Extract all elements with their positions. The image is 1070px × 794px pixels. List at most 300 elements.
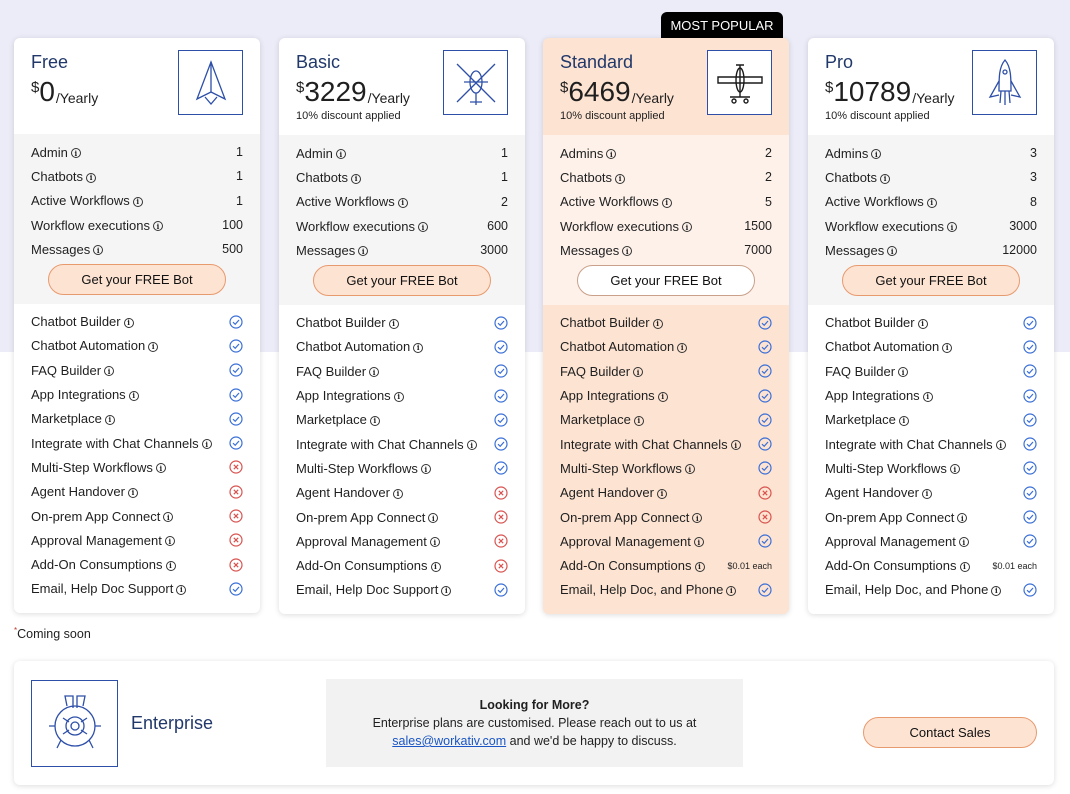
quota-row xyxy=(31,237,243,261)
feature-row xyxy=(825,310,1037,334)
info-icon[interactable]: i xyxy=(692,513,702,523)
feature-row xyxy=(296,383,508,407)
price-currency: $ xyxy=(560,79,569,96)
info-icon[interactable]: i xyxy=(871,149,881,159)
info-icon[interactable]: i xyxy=(166,561,176,571)
feature-label: On-prem App Connect xyxy=(825,509,955,525)
info-icon[interactable]: i xyxy=(622,246,632,256)
feature-row xyxy=(560,408,772,432)
quota-row xyxy=(825,165,1037,189)
price-period: /Yearly xyxy=(367,90,410,106)
plan-header xyxy=(808,38,1054,123)
info-icon[interactable]: i xyxy=(148,342,158,352)
info-icon[interactable]: i xyxy=(351,174,361,184)
feature-row xyxy=(31,552,243,576)
feature-label: Agent Handover xyxy=(560,485,654,501)
info-icon[interactable]: i xyxy=(898,367,908,377)
feature-row xyxy=(296,456,508,480)
info-icon[interactable]: i xyxy=(389,319,399,329)
feature-row xyxy=(560,505,772,529)
price-currency: $ xyxy=(825,79,834,96)
info-icon[interactable]: i xyxy=(336,149,346,159)
quota-value: 1 xyxy=(236,169,243,184)
quota-value: 2 xyxy=(765,146,772,161)
quota-value: 1 xyxy=(236,145,243,160)
quota-value: 3 xyxy=(1030,146,1037,161)
quota-value: 3000 xyxy=(1009,219,1037,234)
price-period: /Yearly xyxy=(631,90,674,106)
feature-label: FAQ Builder xyxy=(31,362,102,378)
feature-row xyxy=(825,408,1037,432)
quota-row xyxy=(31,189,243,213)
feature-label: Multi-Step Workflows xyxy=(560,460,682,476)
check-icon xyxy=(1023,534,1037,548)
quota-row xyxy=(31,213,243,237)
feature-label: Integrate with Chat Channels xyxy=(296,436,464,452)
feature-label: Email, Help Doc Support xyxy=(296,582,439,598)
check-icon xyxy=(1023,340,1037,354)
feature-label: Chatbot Automation xyxy=(825,339,940,355)
info-icon[interactable]: i xyxy=(133,197,143,207)
plan-card-pro xyxy=(808,38,1054,614)
feature-label: Approval Management xyxy=(825,533,956,549)
quota-row xyxy=(560,214,772,238)
info-icon[interactable]: i xyxy=(662,198,672,208)
plan-features xyxy=(543,305,789,614)
feature-row xyxy=(560,383,772,407)
check-icon xyxy=(1023,364,1037,378)
plan-features xyxy=(279,305,525,614)
feature-row xyxy=(31,431,243,455)
cross-icon xyxy=(494,510,508,524)
enterprise-description-suffix: and we'd be happy to discuss. xyxy=(506,734,677,748)
price-amount: 3229 xyxy=(304,76,367,107)
helicopter-icon xyxy=(443,50,508,115)
plan-features xyxy=(14,304,260,613)
info-icon[interactable]: i xyxy=(441,586,451,596)
quota-value: 1 xyxy=(236,193,243,208)
cross-icon xyxy=(494,534,508,548)
plan-card-free xyxy=(14,38,260,613)
feature-label: Agent Handover xyxy=(825,485,919,501)
spaceship-icon xyxy=(31,680,118,767)
feature-row xyxy=(825,481,1037,505)
feature-row xyxy=(560,481,772,505)
feature-row xyxy=(31,382,243,406)
info-icon[interactable]: i xyxy=(71,148,81,158)
info-icon[interactable]: i xyxy=(922,489,932,499)
check-icon xyxy=(229,315,243,329)
info-icon[interactable]: i xyxy=(358,246,368,256)
info-icon[interactable]: i xyxy=(421,464,431,474)
info-icon[interactable]: i xyxy=(657,489,667,499)
quota-label: Chatbots xyxy=(825,169,878,185)
feature-label: Chatbot Automation xyxy=(560,339,675,355)
feature-label: Email, Help Doc, and Phone xyxy=(825,582,989,598)
info-icon[interactable]: i xyxy=(105,415,115,425)
feature-label: FAQ Builder xyxy=(825,363,896,379)
quota-row xyxy=(825,214,1037,238)
quota-row xyxy=(296,238,508,262)
info-icon[interactable]: i xyxy=(685,464,695,474)
info-icon[interactable]: i xyxy=(682,222,692,232)
quota-value: 7000 xyxy=(744,243,772,258)
check-icon xyxy=(1023,389,1037,403)
quota-row xyxy=(296,214,508,238)
feature-label: Integrate with Chat Channels xyxy=(825,436,993,452)
feature-row xyxy=(560,432,772,456)
check-icon xyxy=(758,583,772,597)
quota-value: 600 xyxy=(487,219,508,234)
info-icon[interactable]: i xyxy=(726,586,736,596)
feature-row xyxy=(31,309,243,333)
info-icon[interactable]: i xyxy=(153,221,163,231)
feature-label: Chatbot Automation xyxy=(31,338,146,354)
enterprise-heading: Looking for More? xyxy=(479,698,590,712)
info-icon[interactable]: i xyxy=(370,416,380,426)
check-icon xyxy=(758,413,772,427)
check-icon xyxy=(229,436,243,450)
info-icon[interactable]: i xyxy=(394,392,404,402)
feature-label: Chatbot Builder xyxy=(296,315,386,331)
info-icon[interactable]: i xyxy=(398,198,408,208)
plan-name: Basic xyxy=(296,52,341,72)
feature-label: Multi-Step Workflows xyxy=(296,460,418,476)
info-icon[interactable]: i xyxy=(128,488,138,498)
feature-label: Add-On Consumptions xyxy=(296,558,428,574)
info-icon[interactable]: i xyxy=(677,343,687,353)
info-icon[interactable]: i xyxy=(950,464,960,474)
feature-label: Approval Management xyxy=(560,533,691,549)
info-icon[interactable]: i xyxy=(923,392,933,402)
quota-label: Chatbots xyxy=(296,169,349,185)
enterprise-info-box xyxy=(326,679,743,767)
cross-icon xyxy=(494,559,508,573)
plan-quotas xyxy=(808,135,1054,305)
feature-label: App Integrations xyxy=(296,388,391,404)
feature-label: Integrate with Chat Channels xyxy=(560,436,728,452)
feature-label: Add-On Consumptions xyxy=(31,557,163,573)
check-icon xyxy=(1023,316,1037,330)
feature-row xyxy=(31,480,243,504)
plan-header xyxy=(14,38,260,123)
price-amount: 6469 xyxy=(568,76,631,107)
check-icon xyxy=(494,389,508,403)
feature-label: Chatbot Automation xyxy=(296,339,411,355)
quota-row xyxy=(560,165,772,189)
feature-row xyxy=(296,335,508,359)
quota-label: Active Workflows xyxy=(560,194,659,210)
contact-sales-button[interactable]: Contact Sales xyxy=(863,717,1037,748)
info-icon[interactable]: i xyxy=(959,537,969,547)
feature-label: Marketplace xyxy=(825,412,896,428)
info-icon[interactable]: i xyxy=(927,198,937,208)
quota-value: 2 xyxy=(765,170,772,185)
info-icon[interactable]: i xyxy=(202,439,212,449)
quota-label: Admins xyxy=(825,145,869,161)
info-icon[interactable]: i xyxy=(634,416,644,426)
feature-row xyxy=(31,334,243,358)
plan-name: Pro xyxy=(825,52,854,72)
plan-header xyxy=(543,38,789,123)
quota-label: Chatbots xyxy=(31,168,84,184)
info-icon[interactable]: i xyxy=(731,440,741,450)
feature-row xyxy=(296,578,508,602)
feature-row xyxy=(296,408,508,432)
info-icon[interactable]: i xyxy=(86,173,96,183)
discount-note: 10% discount applied xyxy=(296,110,401,122)
quota-row xyxy=(31,140,243,164)
cross-icon xyxy=(229,533,243,547)
feature-row xyxy=(560,359,772,383)
check-icon xyxy=(758,389,772,403)
feature-row xyxy=(825,578,1037,602)
quota-row xyxy=(825,141,1037,165)
check-icon xyxy=(229,388,243,402)
plan-features xyxy=(808,305,1054,614)
get-free-bot-button[interactable]: Get your FREE Bot xyxy=(313,265,491,296)
feature-label: On-prem App Connect xyxy=(560,509,690,525)
info-icon[interactable]: i xyxy=(93,245,103,255)
feature-label: Marketplace xyxy=(296,412,367,428)
quota-row xyxy=(560,141,772,165)
feature-label: On-prem App Connect xyxy=(31,508,161,524)
quota-label: Messages xyxy=(825,242,885,258)
check-icon xyxy=(494,583,508,597)
price-amount: 0 xyxy=(39,76,55,107)
quota-label: Active Workflows xyxy=(825,194,924,210)
quota-label: Active Workflows xyxy=(296,194,395,210)
feature-label: Add-On Consumptions xyxy=(560,558,692,574)
quota-label: Messages xyxy=(560,242,620,258)
quota-value: 12000 xyxy=(1002,243,1037,258)
quota-value: 5 xyxy=(765,194,772,209)
quota-label: Workflow executions xyxy=(31,217,150,233)
coming-soon-note: *Coming soon xyxy=(14,626,91,642)
feature-row xyxy=(825,505,1037,529)
info-icon[interactable]: i xyxy=(957,513,967,523)
check-icon xyxy=(1023,583,1037,597)
price-period: /Yearly xyxy=(912,90,955,106)
check-icon xyxy=(758,437,772,451)
enterprise-title: Enterprise xyxy=(131,713,214,733)
get-free-bot-button[interactable]: Get your FREE Bot xyxy=(48,264,226,295)
check-icon xyxy=(229,363,243,377)
quota-value: 100 xyxy=(222,218,243,233)
quota-value: 1 xyxy=(501,170,508,185)
feature-row xyxy=(825,432,1037,456)
price-amount: 10789 xyxy=(833,76,912,107)
plan-header xyxy=(279,38,525,123)
feature-row xyxy=(296,553,508,577)
feature-label: Approval Management xyxy=(31,532,162,548)
info-icon[interactable]: i xyxy=(418,222,428,232)
info-icon[interactable]: i xyxy=(393,489,403,499)
feature-price-note: $0.01 each xyxy=(992,560,1037,571)
feature-row xyxy=(825,359,1037,383)
feature-label: App Integrations xyxy=(825,388,920,404)
get-free-bot-button[interactable]: Get your FREE Bot xyxy=(842,265,1020,296)
plan-quotas xyxy=(543,135,789,305)
check-icon xyxy=(1023,461,1037,475)
info-icon[interactable]: i xyxy=(899,416,909,426)
feature-label: FAQ Builder xyxy=(560,363,631,379)
plan-card-basic xyxy=(279,38,525,614)
quota-label: Workflow executions xyxy=(825,218,944,234)
enterprise-panel xyxy=(14,661,1054,785)
info-icon[interactable]: i xyxy=(165,536,175,546)
feature-row xyxy=(31,577,243,601)
feature-row xyxy=(31,358,243,382)
info-icon[interactable]: i xyxy=(431,562,441,572)
feature-label: App Integrations xyxy=(560,388,655,404)
quota-row xyxy=(296,141,508,165)
feature-row xyxy=(296,359,508,383)
cross-icon xyxy=(758,510,772,524)
info-icon[interactable]: i xyxy=(428,513,438,523)
quota-value: 3 xyxy=(1030,170,1037,185)
info-icon[interactable]: i xyxy=(124,318,134,328)
info-icon[interactable]: i xyxy=(996,440,1006,450)
cross-icon xyxy=(229,460,243,474)
most-popular-badge: MOST POPULAR xyxy=(661,12,783,38)
feature-row xyxy=(296,310,508,334)
check-icon xyxy=(229,582,243,596)
info-icon[interactable]: i xyxy=(918,319,928,329)
feature-label: On-prem App Connect xyxy=(296,509,426,525)
info-icon[interactable]: i xyxy=(653,319,663,329)
info-icon[interactable]: i xyxy=(991,586,1001,596)
quota-row xyxy=(296,190,508,214)
info-icon[interactable]: i xyxy=(960,562,970,572)
quota-label: Messages xyxy=(31,241,91,257)
plan-quotas xyxy=(279,135,525,305)
info-icon[interactable]: i xyxy=(176,585,186,595)
quota-label: Admins xyxy=(560,145,604,161)
enterprise-description: Enterprise plans are customised. Please reach out to us at xyxy=(372,716,697,730)
feature-row xyxy=(31,504,243,528)
plan-name: Standard xyxy=(560,52,634,72)
info-icon[interactable]: i xyxy=(104,366,114,376)
quota-label: Messages xyxy=(296,242,356,258)
sales-email-link[interactable]: sales@workativ.com xyxy=(392,734,507,748)
info-icon[interactable]: i xyxy=(658,392,668,402)
get-free-bot-button[interactable]: Get your FREE Bot xyxy=(577,265,755,296)
quota-row xyxy=(31,164,243,188)
space-shuttle-icon xyxy=(972,50,1037,115)
quota-value: 2 xyxy=(501,194,508,209)
plan-card-standard xyxy=(543,38,789,614)
feature-row xyxy=(296,505,508,529)
cross-icon xyxy=(494,486,508,500)
feature-label: Integrate with Chat Channels xyxy=(31,435,199,451)
airplane-icon xyxy=(707,50,772,115)
check-icon xyxy=(494,340,508,354)
check-icon xyxy=(494,437,508,451)
check-icon xyxy=(229,339,243,353)
feature-label: Approval Management xyxy=(296,533,427,549)
check-icon xyxy=(494,461,508,475)
feature-label: Multi-Step Workflows xyxy=(825,460,947,476)
quota-row xyxy=(825,238,1037,262)
price-currency: $ xyxy=(296,79,305,96)
info-icon[interactable]: i xyxy=(129,391,139,401)
feature-label: Marketplace xyxy=(31,411,102,427)
feature-row xyxy=(296,481,508,505)
info-icon[interactable]: i xyxy=(413,343,423,353)
feature-label: Multi-Step Workflows xyxy=(31,459,153,475)
info-icon[interactable]: i xyxy=(156,463,166,473)
feature-row xyxy=(825,335,1037,359)
info-icon[interactable]: i xyxy=(942,343,952,353)
quota-value: 8 xyxy=(1030,194,1037,209)
quota-label: Admin xyxy=(296,145,333,161)
info-icon[interactable]: i xyxy=(369,367,379,377)
info-icon[interactable]: i xyxy=(880,174,890,184)
feature-row xyxy=(31,455,243,479)
feature-row xyxy=(825,383,1037,407)
feature-label: Agent Handover xyxy=(296,485,390,501)
feature-label: Chatbot Builder xyxy=(560,315,650,331)
quota-row xyxy=(296,165,508,189)
info-icon[interactable]: i xyxy=(947,222,957,232)
feature-label: Chatbot Builder xyxy=(825,315,915,331)
plan-quotas xyxy=(14,134,260,304)
quota-label: Active Workflows xyxy=(31,193,130,209)
feature-row xyxy=(31,407,243,431)
info-icon[interactable]: i xyxy=(467,440,477,450)
check-icon xyxy=(758,534,772,548)
feature-label: Email, Help Doc Support xyxy=(31,581,174,597)
discount-note: 10% discount applied xyxy=(825,110,930,122)
feature-row xyxy=(31,528,243,552)
info-icon[interactable]: i xyxy=(606,149,616,159)
info-icon[interactable]: i xyxy=(695,562,705,572)
check-icon xyxy=(1023,510,1037,524)
quota-row xyxy=(560,238,772,262)
info-icon[interactable]: i xyxy=(694,537,704,547)
check-icon xyxy=(494,413,508,427)
feature-label: App Integrations xyxy=(31,387,126,403)
quota-label: Admin xyxy=(31,144,68,160)
check-icon xyxy=(1023,437,1037,451)
check-icon xyxy=(758,461,772,475)
feature-label: Email, Help Doc, and Phone xyxy=(560,582,724,598)
price-currency: $ xyxy=(31,79,40,96)
feature-row xyxy=(825,456,1037,480)
feature-row xyxy=(560,335,772,359)
cross-icon xyxy=(229,509,243,523)
check-icon xyxy=(494,316,508,330)
feature-row xyxy=(560,456,772,480)
quota-row xyxy=(825,190,1037,214)
feature-row xyxy=(296,529,508,553)
check-icon xyxy=(758,340,772,354)
feature-row xyxy=(560,553,772,577)
check-icon xyxy=(494,364,508,378)
info-icon[interactable]: i xyxy=(430,537,440,547)
info-icon[interactable]: i xyxy=(615,174,625,184)
quota-value: 500 xyxy=(222,242,243,257)
feature-row xyxy=(296,432,508,456)
price-period: /Yearly xyxy=(55,90,99,106)
info-icon[interactable]: i xyxy=(887,246,897,256)
feature-label: FAQ Builder xyxy=(296,363,367,379)
info-icon[interactable]: i xyxy=(633,367,643,377)
check-icon xyxy=(758,316,772,330)
feature-price-note: $0.01 each xyxy=(727,560,772,571)
info-icon[interactable]: i xyxy=(163,512,173,522)
